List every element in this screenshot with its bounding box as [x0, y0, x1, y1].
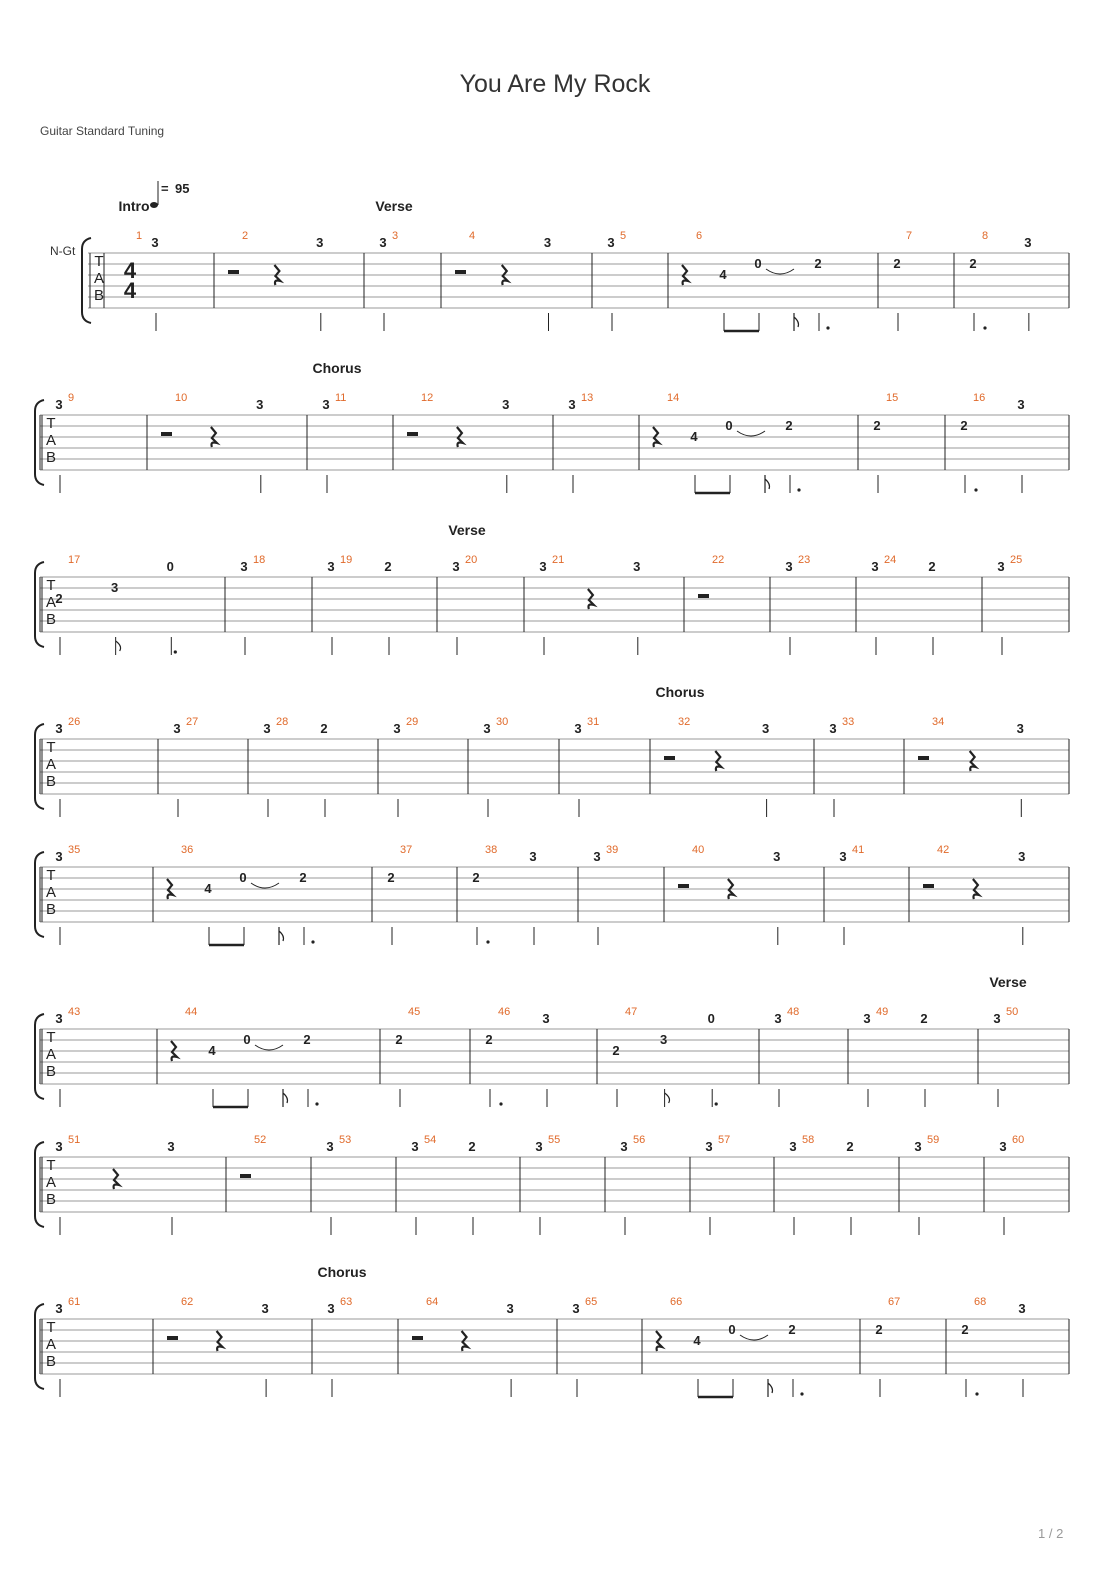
- fret-number: 3: [326, 1139, 334, 1154]
- fret-number: 2: [299, 870, 307, 885]
- fret-number: 3: [1018, 1301, 1026, 1316]
- fret-number: 2: [387, 870, 395, 885]
- fret-number: 0: [239, 870, 247, 885]
- eighth-flag: [765, 475, 770, 493]
- measure-number: 54: [424, 1134, 437, 1146]
- fret-number: 3: [1017, 397, 1025, 412]
- fret-number: 0: [725, 418, 733, 433]
- fret-number: 3: [167, 1139, 175, 1154]
- measure-number: 20: [465, 554, 478, 566]
- fret-number: 2: [468, 1139, 476, 1154]
- measure-number: 1: [136, 230, 143, 242]
- fret-number: 3: [607, 235, 615, 250]
- measure-number: 55: [548, 1134, 561, 1146]
- fret-number: 3: [839, 849, 847, 864]
- fret-number: 3: [506, 1301, 514, 1316]
- tab-clef-letter: B: [45, 901, 57, 918]
- fret-number: 2: [303, 1032, 311, 1047]
- fret-number: 3: [322, 397, 330, 412]
- fret-number: 3: [151, 235, 159, 250]
- tab-clef-letter: B: [45, 611, 57, 628]
- tab-clef-letter: B: [45, 1191, 57, 1208]
- fret-number: 3: [111, 580, 119, 595]
- measure-number: 14: [667, 392, 680, 404]
- fret-number: 3: [55, 1301, 63, 1316]
- measure-number: 53: [339, 1134, 352, 1146]
- fret-number: 3: [316, 235, 324, 250]
- fret-number: 3: [327, 1301, 335, 1316]
- section-label: Chorus: [312, 360, 362, 376]
- measure-number: 5: [620, 230, 627, 242]
- fret-number: 3: [774, 1011, 782, 1026]
- measure-number: 57: [718, 1134, 731, 1146]
- tuning-label: Guitar Standard Tuning: [40, 124, 165, 138]
- tab-clef-letter: A: [45, 594, 57, 611]
- tab-clef-letter: T: [46, 415, 56, 432]
- dot: [311, 940, 314, 943]
- measure-number: 45: [408, 1006, 421, 1018]
- tab-clef-letter: T: [46, 1319, 56, 1336]
- fret-number: 2: [788, 1322, 796, 1337]
- measure-number: 26: [68, 716, 81, 728]
- fret-number: 3: [1018, 849, 1026, 864]
- fret-number: 3: [705, 1139, 713, 1154]
- measure-number: 30: [496, 716, 509, 728]
- tab-clef-letter: B: [45, 449, 57, 466]
- page-number: 1 / 2: [1038, 1526, 1064, 1541]
- fret-number: 3: [1024, 235, 1032, 250]
- measure-number: 31: [587, 716, 600, 728]
- tempo-prefix: =: [161, 181, 169, 196]
- eighth-flag: [283, 1089, 288, 1107]
- dot: [499, 1102, 502, 1105]
- tab-clef-letter: A: [45, 432, 57, 449]
- time-signature-top: 4: [123, 258, 137, 283]
- fret-number: 3: [539, 559, 547, 574]
- fret-number: 4: [204, 881, 212, 896]
- measure-number: 68: [974, 1296, 987, 1308]
- measure-number: 67: [888, 1296, 901, 1308]
- tempo-note-icon: [150, 202, 158, 208]
- measure-number: 52: [254, 1134, 267, 1146]
- measure-number: 66: [670, 1296, 683, 1308]
- fret-number: 3: [55, 1139, 63, 1154]
- measure-number: 38: [485, 844, 498, 856]
- fret-number: 2: [814, 256, 822, 271]
- dot: [826, 326, 829, 329]
- fret-number: 3: [393, 721, 401, 736]
- measure-number: 56: [633, 1134, 646, 1146]
- fret-number: 3: [55, 721, 63, 736]
- measure-number: 15: [886, 392, 899, 404]
- fret-number: 3: [999, 1139, 1007, 1154]
- half-rest: [455, 270, 466, 274]
- measure-number: 59: [927, 1134, 940, 1146]
- fret-number: 3: [993, 1011, 1001, 1026]
- fret-number: 3: [829, 721, 837, 736]
- section-label: Chorus: [655, 684, 705, 700]
- half-rest: [923, 884, 934, 888]
- fret-number: 3: [761, 721, 770, 736]
- fret-number: 3: [327, 559, 335, 574]
- tab-clef-letter: A: [93, 270, 105, 287]
- measure-number: 61: [68, 1296, 81, 1308]
- measure-number: 37: [400, 844, 413, 856]
- tie: [766, 269, 794, 274]
- fret-number: 3: [620, 1139, 628, 1154]
- measure-number: 46: [498, 1006, 511, 1018]
- tab-clef-letter: A: [45, 1336, 57, 1353]
- fret-number: 4: [208, 1043, 216, 1058]
- measure-number: 62: [181, 1296, 194, 1308]
- fret-number: 2: [893, 256, 901, 271]
- fret-number: 2: [920, 1011, 928, 1026]
- measure-number: 42: [937, 844, 950, 856]
- tab-clef-letter: A: [45, 1174, 57, 1191]
- eighth-flag: [665, 1093, 670, 1103]
- fret-number: 2: [846, 1139, 854, 1154]
- half-rest: [161, 432, 172, 436]
- fret-number: 2: [320, 721, 328, 736]
- dot: [983, 326, 986, 329]
- measure-number: 11: [335, 392, 347, 404]
- half-rest: [918, 756, 929, 760]
- fret-number: 4: [719, 267, 727, 282]
- fret-number: 2: [961, 1322, 969, 1337]
- fret-number: 2: [485, 1032, 493, 1047]
- time-signature-bottom: 4: [123, 278, 137, 303]
- fret-number: 3: [773, 849, 781, 864]
- eighth-flag: [794, 313, 799, 331]
- measure-number: 13: [581, 392, 594, 404]
- fret-number: 4: [693, 1333, 701, 1348]
- fret-number: 2: [873, 418, 881, 433]
- fret-number: 2: [960, 418, 968, 433]
- measure-number: 28: [276, 716, 289, 728]
- section-label: Verse: [375, 198, 413, 214]
- fret-number: 2: [928, 559, 936, 574]
- measure-number: 10: [175, 392, 188, 404]
- half-rest: [664, 756, 675, 760]
- dot: [715, 1102, 718, 1105]
- tab-clef-letter: B: [45, 1063, 57, 1080]
- fret-number: 2: [55, 591, 63, 606]
- dot: [974, 488, 977, 491]
- dot: [315, 1102, 318, 1105]
- dot: [486, 940, 489, 943]
- measure-number: 47: [625, 1006, 638, 1018]
- tab-clef-letter: T: [46, 1029, 56, 1046]
- measure-number: 49: [876, 1006, 889, 1018]
- measure-number: 27: [186, 716, 199, 728]
- half-rest: [678, 884, 689, 888]
- half-rest: [240, 1174, 251, 1178]
- measure-number: 21: [552, 554, 565, 566]
- measure-number: 60: [1012, 1134, 1025, 1146]
- eighth-flag: [279, 927, 284, 945]
- fret-number: 3: [574, 721, 582, 736]
- fret-number: 3: [411, 1139, 419, 1154]
- fret-number: 3: [593, 849, 601, 864]
- fret-number: 3: [542, 1011, 550, 1026]
- fret-number: 3: [261, 1301, 269, 1316]
- fret-number: 3: [633, 559, 641, 574]
- fret-number: 3: [173, 721, 181, 736]
- fret-number: 0: [728, 1322, 736, 1337]
- dot: [800, 1392, 803, 1395]
- section-label: Verse: [448, 522, 486, 538]
- measure-number: 32: [678, 716, 691, 728]
- dot: [174, 650, 177, 653]
- fret-number: 4: [690, 429, 698, 444]
- measure-number: 2: [242, 230, 249, 242]
- fret-number: 2: [612, 1043, 620, 1058]
- tab-clef-letter: B: [45, 773, 57, 790]
- fret-number: 3: [263, 721, 271, 736]
- measure-number: 17: [68, 554, 81, 566]
- half-rest: [407, 432, 418, 436]
- fret-number: 3: [529, 849, 537, 864]
- fret-number: 2: [969, 256, 977, 271]
- tab-clef-letter: T: [46, 867, 56, 884]
- section-label: Intro: [118, 198, 150, 214]
- measure-number: 35: [68, 844, 81, 856]
- half-rest: [698, 594, 709, 598]
- measure-number: 7: [906, 230, 913, 242]
- fret-number: 2: [472, 870, 480, 885]
- fret-number: 3: [914, 1139, 922, 1154]
- fret-number: 3: [483, 721, 491, 736]
- measure-number: 3: [392, 230, 399, 242]
- tab-clef-letter: B: [93, 287, 105, 304]
- fret-number: 3: [452, 559, 460, 574]
- fret-number: 3: [997, 559, 1005, 574]
- fret-number: 3: [379, 235, 387, 250]
- measure-number: 6: [696, 230, 703, 242]
- measure-number: 19: [340, 554, 353, 566]
- fret-number: 0: [707, 1011, 715, 1026]
- section-label: Verse: [989, 974, 1027, 990]
- fret-number: 0: [754, 256, 762, 271]
- eighth-flag: [116, 641, 121, 651]
- tab-clef-letter: T: [46, 1157, 56, 1174]
- measure-number: 48: [787, 1006, 800, 1018]
- dot: [975, 1392, 978, 1395]
- fret-number: 3: [863, 1011, 871, 1026]
- measure-number: 43: [68, 1006, 81, 1018]
- song-title: You Are My Rock: [459, 70, 651, 98]
- fret-number: 3: [568, 397, 576, 412]
- measure-number: 63: [340, 1296, 353, 1308]
- measure-number: 9: [68, 392, 75, 404]
- fret-number: 3: [572, 1301, 580, 1316]
- dot: [797, 488, 800, 491]
- tie: [740, 1335, 768, 1340]
- measure-number: 8: [982, 230, 989, 242]
- tab-clef-letter: B: [45, 1353, 57, 1370]
- measure-number: 64: [426, 1296, 439, 1308]
- fret-number: 3: [789, 1139, 797, 1154]
- fret-number: 2: [785, 418, 793, 433]
- fret-number: 3: [659, 1032, 668, 1047]
- measure-number: 34: [932, 716, 945, 728]
- fret-number: 3: [535, 1139, 543, 1154]
- measure-number: 33: [842, 716, 855, 728]
- half-rest: [228, 270, 239, 274]
- fret-number: 3: [785, 559, 793, 574]
- fret-number: 2: [395, 1032, 403, 1047]
- half-rest: [412, 1336, 423, 1340]
- tab-clef-letter: A: [45, 1046, 57, 1063]
- fret-number: 3: [1016, 721, 1024, 736]
- measure-number: 41: [852, 844, 865, 856]
- fret-number: 3: [55, 849, 63, 864]
- measure-number: 29: [406, 716, 419, 728]
- section-label: Chorus: [317, 1264, 367, 1280]
- measure-number: 16: [973, 392, 986, 404]
- half-rest: [167, 1336, 178, 1340]
- fret-number: 0: [166, 559, 174, 574]
- fret-number: 3: [55, 397, 63, 412]
- measure-number: 50: [1006, 1006, 1019, 1018]
- measure-number: 18: [253, 554, 266, 566]
- tab-clef-letter: A: [45, 756, 57, 773]
- fret-number: 3: [543, 235, 552, 250]
- tab-clef-letter: T: [46, 577, 56, 594]
- measure-number: 40: [692, 844, 705, 856]
- instrument-label: N-Gt: [50, 244, 76, 258]
- fret-number: 3: [240, 559, 248, 574]
- fret-number: 3: [871, 559, 879, 574]
- tie: [251, 883, 279, 888]
- tab-clef-letter: T: [46, 739, 56, 756]
- measure-number: 65: [585, 1296, 598, 1308]
- fret-number: 2: [875, 1322, 883, 1337]
- measure-number: 23: [798, 554, 811, 566]
- measure-number: 24: [884, 554, 897, 566]
- measure-number: 22: [712, 554, 725, 566]
- measure-number: 51: [68, 1134, 81, 1146]
- fret-number: 3: [256, 397, 264, 412]
- eighth-flag: [768, 1379, 773, 1397]
- measure-number: 36: [181, 844, 194, 856]
- measure-number: 58: [802, 1134, 815, 1146]
- measure-number: 4: [469, 230, 476, 242]
- measure-number: 39: [606, 844, 619, 856]
- fret-number: 3: [55, 1011, 63, 1026]
- tie: [255, 1045, 283, 1050]
- tab-clef-letter: A: [45, 884, 57, 901]
- fret-number: 2: [384, 559, 392, 574]
- tab-clef-letter: T: [94, 253, 104, 270]
- fret-number: 3: [502, 397, 510, 412]
- tie: [737, 431, 765, 436]
- measure-number: 44: [185, 1006, 198, 1018]
- tempo-bpm: 95: [175, 181, 190, 196]
- measure-number: 25: [1010, 554, 1023, 566]
- fret-number: 0: [243, 1032, 251, 1047]
- measure-number: 12: [421, 392, 434, 404]
